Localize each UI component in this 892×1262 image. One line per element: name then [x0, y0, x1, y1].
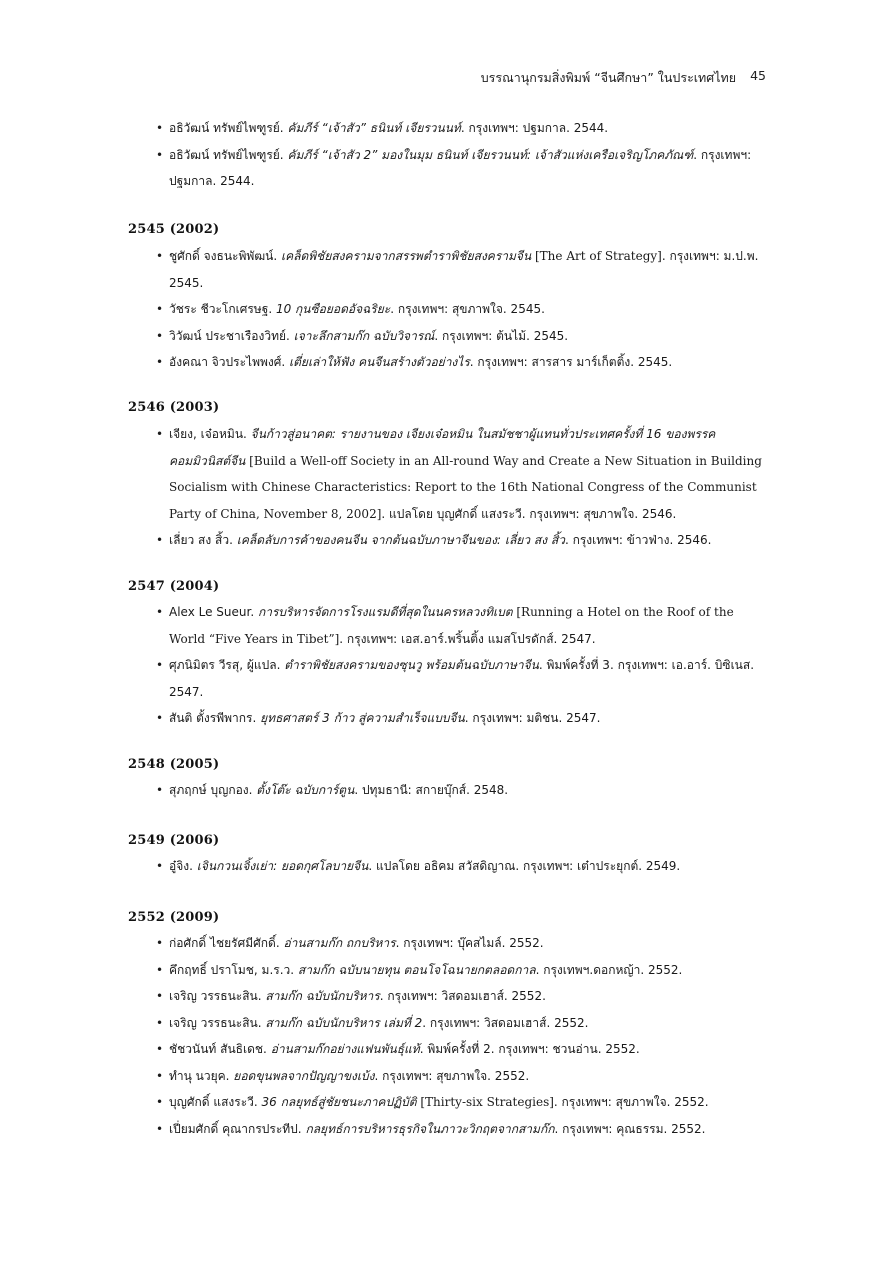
bibliography-list-2547 — [128, 599, 768, 732]
year-heading-2547: 2547 (2004) — [128, 579, 220, 594]
bibliography-entry — [128, 1010, 768, 1037]
entry-title: เตี่ยเล่าให้ฟัง คนจีนสร้างตัวอย่างไร — [289, 355, 470, 369]
bibliography-entry — [128, 115, 768, 142]
entry-author: เจียง, เจ๋อหมิน. — [169, 427, 251, 441]
entry-title: สามก๊ก ฉบับนักบริหาร — [265, 989, 380, 1003]
bullet-icon: • — [156, 1042, 164, 1056]
entry-author: สุภฤกษ์ บุญกอง. — [169, 783, 257, 797]
entry-author: ชัชวนันท์ สันธิเดช. — [169, 1042, 271, 1056]
bullet-icon: • — [156, 147, 164, 162]
entry-author: เจริญ วรรธนะสิน. — [169, 989, 266, 1003]
entry-title: คัมภีร์ “เจ้าสัว” ธนินท์ เจียรวนนท์ — [287, 121, 461, 135]
bibliography-entry — [128, 1116, 768, 1143]
entry-title: เจาะลึกสามก๊ก ฉบับวิจารณ์ — [293, 328, 435, 343]
entry-author: เจริญ วรรธนะสิน. — [169, 1015, 266, 1030]
bullet-icon: • — [156, 355, 164, 369]
bibliography-list-2552 — [128, 930, 768, 1142]
entry-author: Alex Le Sueur. — [169, 605, 258, 619]
entry-publication: . กรุงเทพฯ: เอส.อาร์.พริ้นติ้ง แมสโปรดักส์. 2547. — [339, 631, 596, 646]
entry-author: อู๋จิง. — [169, 859, 197, 873]
entry-publication: . กรุงเทพฯ: สารสาร มาร์เก็ตติ้ง. 2545. — [469, 355, 673, 369]
entry-publication: . กรุงเทพฯ.ดอกหญ้า. 2552. — [535, 962, 683, 977]
entry-translation: [Build a Well-off Society in an All-round Way and Create a New Situation in Building Socialism with Chinese Characteristics: Report to the 16th National Congress of the Communist Party of China, November 8, 2002] — [169, 453, 762, 521]
entry-author: อธิวัฒน์ ทรัพย์ไพฑูรย์. — [169, 147, 288, 162]
entry-publication: . กรุงเทพฯ: ข้าวฟ่าง. 2546. — [564, 533, 712, 547]
entry-publication: . พิมพ์ครั้งที่ 2. กรุงเทพฯ: ชวนอ่าน. 2552. — [419, 1042, 640, 1056]
entry-author: ก่อศักดิ์ ไชยรัศมีศักดิ์. — [169, 936, 284, 950]
year-heading-2549: 2549 (2006) — [128, 833, 220, 848]
bibliography-entry — [128, 1089, 768, 1116]
entry-author: เปี่ยมศักดิ์ คุณากรประทีป. — [169, 1121, 306, 1136]
entry-title: ยุทธศาสตร์ 3 ก้าว สู่ความสำเร็จแบบจีน — [260, 711, 465, 725]
year-heading-2548: 2548 (2005) — [128, 757, 220, 772]
entry-translation: [The Art of Strategy] — [531, 249, 662, 263]
bibliography-entry — [128, 853, 768, 880]
bibliography-list-2546 — [128, 421, 768, 554]
entry-publication: . กรุงเทพฯ: สุขภาพใจ. 2545. — [390, 302, 545, 316]
entry-author: คึกฤทธิ์ ปราโมช, ม.ร.ว. — [169, 962, 298, 977]
year-heading-2545: 2545 (2002) — [128, 222, 220, 237]
entry-author: อังคณา จิวประไพพงศ์. — [169, 355, 290, 369]
bullet-icon: • — [156, 783, 164, 797]
bibliography-entry — [128, 349, 768, 376]
bibliography-list-2545 — [128, 243, 768, 376]
entry-publication: . กรุงเทพฯ: วิสดอมเฮาส์. 2552. — [379, 989, 546, 1003]
bullet-icon: • — [156, 1121, 164, 1136]
entry-title: เคล็ดพิชัยสงครามจากสรรพตำราพิชัยสงครามจีน — [281, 249, 532, 263]
entry-title: สามก๊ก ฉบับนายทุน ตอนโจโฉนายกตลอดกาล — [297, 962, 536, 977]
bullet-icon: • — [156, 121, 164, 135]
entry-title: อ่านสามก๊กอย่างแฟนพันธุ์แท้ — [270, 1042, 420, 1056]
bullet-icon: • — [156, 302, 164, 316]
bibliography-entry — [128, 705, 768, 732]
bullet-icon: • — [156, 658, 164, 672]
year-heading-2546: 2546 (2003) — [128, 400, 220, 415]
entry-translation: [Running a Hotel on the Roof of the World “Five Years in Tibet”] — [169, 605, 734, 646]
entry-publication: . กรุงเทพฯ: สุขภาพใจ. 2552. — [374, 1068, 530, 1083]
entry-author: ชูศักดิ์ จงธนะพิพัฒน์. — [169, 249, 281, 263]
entry-author: เลี่ยว สง สิ้ว. — [169, 533, 237, 547]
bibliography-entry — [128, 777, 768, 804]
entry-publication: . พิมพ์ครั้งที่ 3. กรุงเทพฯ: เอ.อาร์. บิซิเนส. 2547. — [169, 658, 755, 699]
entry-title: เจินกวนเจิ้งเย่า: ยอดกุศโลบายจีน — [196, 859, 369, 873]
entry-publication: . กรุงเทพฯ: ปฐมกาล. 2544. — [169, 147, 752, 188]
bibliography-entry — [128, 527, 768, 554]
entry-translation: [Thirty-six Strategies] — [416, 1095, 554, 1109]
bibliography-entry — [128, 930, 768, 957]
entry-title: เคล็ดลับการค้าของคนจีน จากต้นฉบับภาษาจีนของ: เลี่ยว สง สิ้ว — [236, 533, 565, 547]
entry-title: 10 กุนซือยอดอัจฉริยะ — [275, 302, 391, 316]
entry-title: คัมภีร์ “เจ้าสัว 2” มองในมุม ธนินท์ เจียรวนนท์: เจ้าสัวแห่งเครือเจริญโภคภัณฑ์ — [287, 147, 694, 162]
bullet-icon: • — [156, 962, 164, 977]
entry-publication: . กรุงเทพฯ: ปฐมกาล. 2544. — [460, 121, 609, 135]
entry-author: ศุภนิมิตร วีรสุ, ผู้แปล. — [169, 658, 285, 672]
bullet-icon: • — [156, 711, 164, 725]
entry-author: วัชระ ชีวะโกเศรษฐ. — [169, 302, 276, 316]
bibliography-entry — [128, 983, 768, 1010]
entry-title: ตำราพิชัยสงครามของซุนวู พร้อมต้นฉบับภาษาจีน — [284, 658, 539, 672]
entry-publication: . แปลโดย บุญศักดิ์ แสงระวี. กรุงเทพฯ: สุขภาพใจ. 2546. — [381, 506, 677, 521]
bullet-icon: • — [156, 533, 164, 547]
entry-title: ยอดขุนพลจากปัญญาขงเบ้ง — [233, 1068, 375, 1083]
entry-publication: . กรุงเทพฯ: ม.ป.พ. 2545. — [169, 249, 759, 290]
bullet-icon: • — [156, 1095, 164, 1109]
entry-author: สันติ ตั้งรพีพากร. — [169, 711, 261, 725]
entry-author: วิวัฒน์ ประชาเรืองวิทย์. — [169, 328, 294, 343]
bullet-icon: • — [156, 989, 164, 1003]
running-title: บรรณานุกรมสิ่งพิมพ์ “จีนศึกษา” ในประเทศไทย — [480, 70, 737, 85]
bullet-icon: • — [156, 859, 164, 873]
entry-title: การบริหารจัดการโรงแรมดีที่สุดในนครหลวงทิเบต — [257, 605, 513, 619]
bibliography-entry — [128, 957, 768, 984]
bibliography-list-2548 — [128, 777, 768, 804]
entry-author: ทำนุ นวยุค. — [169, 1068, 234, 1083]
bullet-icon: • — [156, 1015, 164, 1030]
entry-publication: . แปลโดย อธิคม สวัสดิญาณ. กรุงเทพฯ: เต๋าประยุกต์. 2549. — [368, 859, 681, 873]
bullet-icon: • — [156, 427, 164, 441]
bibliography-list-intro — [128, 115, 768, 195]
entry-title: ตั้งโต๊ะ ฉบับการ์ตูน — [256, 783, 355, 797]
entry-title: 36 กลยุทธ์สู่ชัยชนะภาคปฏิบัติ — [261, 1095, 417, 1109]
bibliography-entry — [128, 1063, 768, 1090]
page-number: 45 — [750, 68, 766, 83]
bibliography-entry — [128, 599, 768, 652]
bibliography-entry — [128, 296, 768, 323]
bullet-icon: • — [156, 249, 164, 263]
entry-title: กลยุทธ์การบริหารธุรกิจในภาวะวิกฤตจากสามก๊ก — [305, 1121, 555, 1136]
entry-publication: . กรุงเทพฯ: บุ๊คสไมล์. 2552. — [395, 936, 544, 950]
entry-publication: . กรุงเทพฯ: มติชน. 2547. — [464, 711, 601, 725]
entry-publication: . กรุงเทพฯ: คุณธรรม. 2552. — [554, 1121, 706, 1136]
bibliography-entry — [128, 243, 768, 296]
entry-title: อ่านสามก๊ก ถกบริหาร — [283, 936, 396, 950]
bullet-icon: • — [156, 936, 164, 950]
year-heading-2552: 2552 (2009) — [128, 910, 220, 925]
entry-publication: . กรุงเทพฯ: วิสดอมเฮาส์. 2552. — [422, 1015, 589, 1030]
entry-title: จีนก้าวสู่อนาคต: รายงานของ เจียงเจ๋อหมิน ในสมัชชาผู้แทนทั่วประเทศครั้งที่ 16 ของพรรคคอมมิวนิสต์จีน — [169, 427, 716, 468]
bibliography-entry — [128, 421, 768, 527]
bibliography-entry — [128, 142, 768, 195]
bullet-icon: • — [156, 605, 164, 619]
bibliography-list-2549 — [128, 853, 768, 880]
entry-publication: . กรุงเทพฯ: ต้นไม้. 2545. — [434, 328, 569, 343]
entry-publication: . ปทุมธานี: สกายบุ๊กส์. 2548. — [354, 783, 509, 797]
bibliography-entry — [128, 652, 768, 705]
bibliography-entry — [128, 1036, 768, 1063]
entry-publication: . กรุงเทพฯ: สุขภาพใจ. 2552. — [553, 1095, 709, 1109]
bullet-icon: • — [156, 328, 164, 343]
bibliography-entry — [128, 323, 768, 350]
bullet-icon: • — [156, 1068, 164, 1083]
entry-title: สามก๊ก ฉบับนักบริหาร เล่มที่ 2 — [265, 1015, 423, 1030]
entry-author: อธิวัฒน์ ทรัพย์ไพฑูรย์. — [169, 121, 288, 135]
running-header — [481, 68, 766, 88]
entry-author: บุญศักดิ์ แสงระวี. — [169, 1095, 262, 1109]
